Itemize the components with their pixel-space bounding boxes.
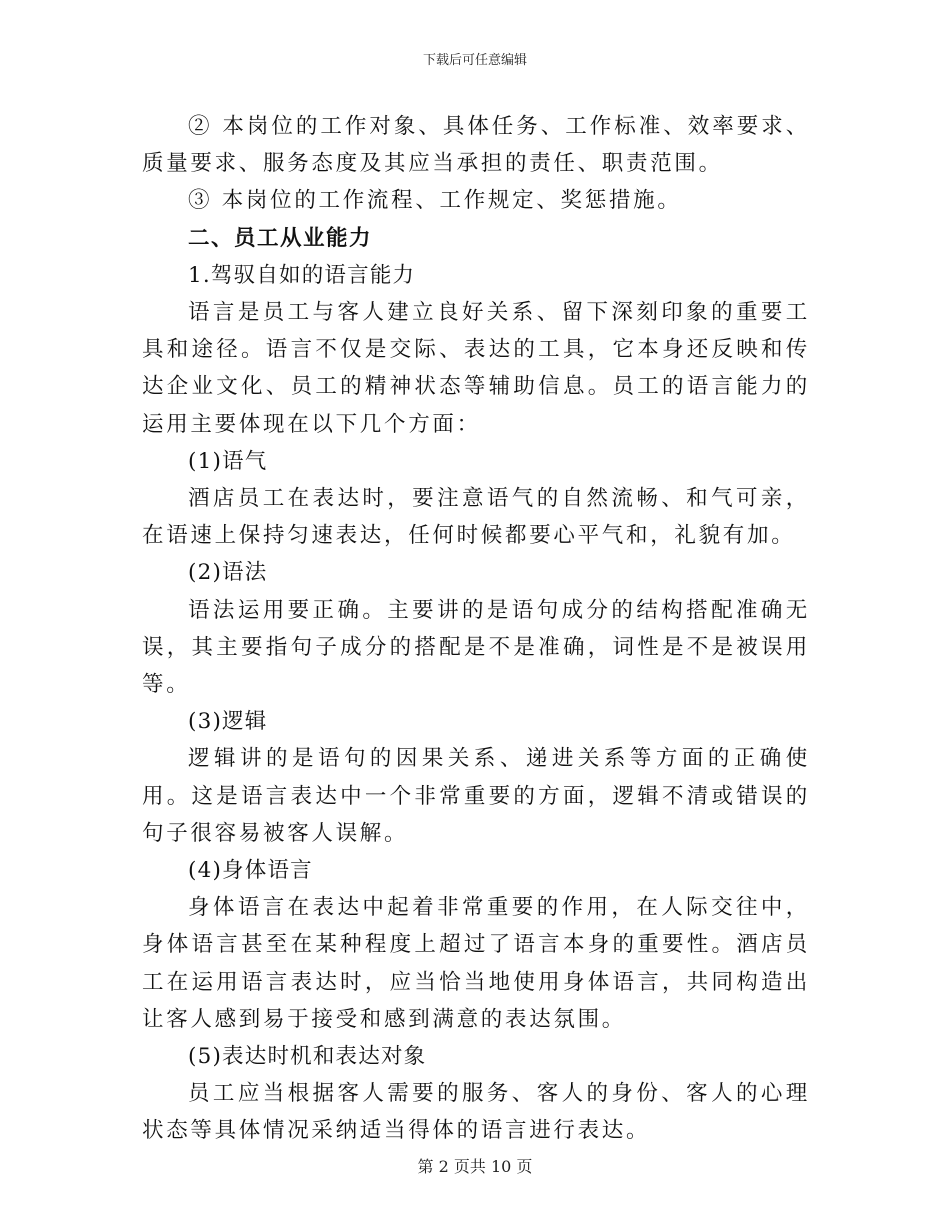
page-header: 下载后可任意编辑 [422, 53, 527, 68]
item-heading-grammar: (2)语法 [188, 560, 268, 586]
section-heading: 二、员工从业能力 [188, 225, 373, 251]
item-heading-timing: (5)表达时机和表达对象 [188, 1044, 427, 1070]
paragraph-body-language: 身体语言在表达中起着非常重要的作用，在人际交往中，身体语言甚至在某种程度上超过了语言本身的重要性。酒店员工在运用语言表达时，应当恰当地使用身体语言，共同构造出让客人感到易于接受和感到满意的表达氛围。 [142, 895, 810, 1032]
paragraph-grammar: 语法运用要正确。主要讲的是语句成分的结构搭配准确无误，其主要指句子成分的搭配是不是准确，词性是不是被误用等。 [142, 597, 810, 698]
paragraph-logic: 逻辑讲的是语句的因果关系、递进关系等方面的正确使用。这是语言表达中一个非常重要的方面，逻辑不清或错误的句子很容易被客人误解。 [142, 746, 810, 846]
subsection-heading: 1.驾驭自如的语言能力 [188, 262, 416, 288]
paragraph-timing: 员工应当根据客人需要的服务、客人的身份、客人的心理状态等具体情况采纳适当得体的语言进行表达。 [142, 1081, 810, 1144]
item-heading-body-language: (4)身体语言 [188, 858, 313, 884]
paragraph-language-intro: 语言是员工与客人建立良好关系、留下深刻印象的重要工具和途径。语言不仅是交际、表达的工具，它本身还反映和传达企业文化、员工的精神状态等辅助信息。员工的语言能力的运用主要体现在以下几个方面： [142, 300, 810, 437]
paragraph-job-duties: ② 本岗位的工作对象、具体任务、工作标准、效率要求、质量要求、服务态度及其应当承担的责任、职责范围。 [142, 114, 810, 177]
page-number: 第 2 页共 10 页 [417, 1157, 533, 1176]
item-heading-logic: (3)逻辑 [188, 709, 268, 735]
item-heading-tone: (1)语气 [188, 448, 268, 474]
paragraph-job-process: ③ 本岗位的工作流程、工作规定、奖惩措施。 [188, 188, 682, 214]
document-body [142, 108, 810, 1150]
paragraph-tone: 酒店员工在表达时，要注意语气的自然流畅、和气可亲，在语速上保持匀速表达，任何时候都要心平气和，礼貌有加。 [142, 486, 810, 549]
